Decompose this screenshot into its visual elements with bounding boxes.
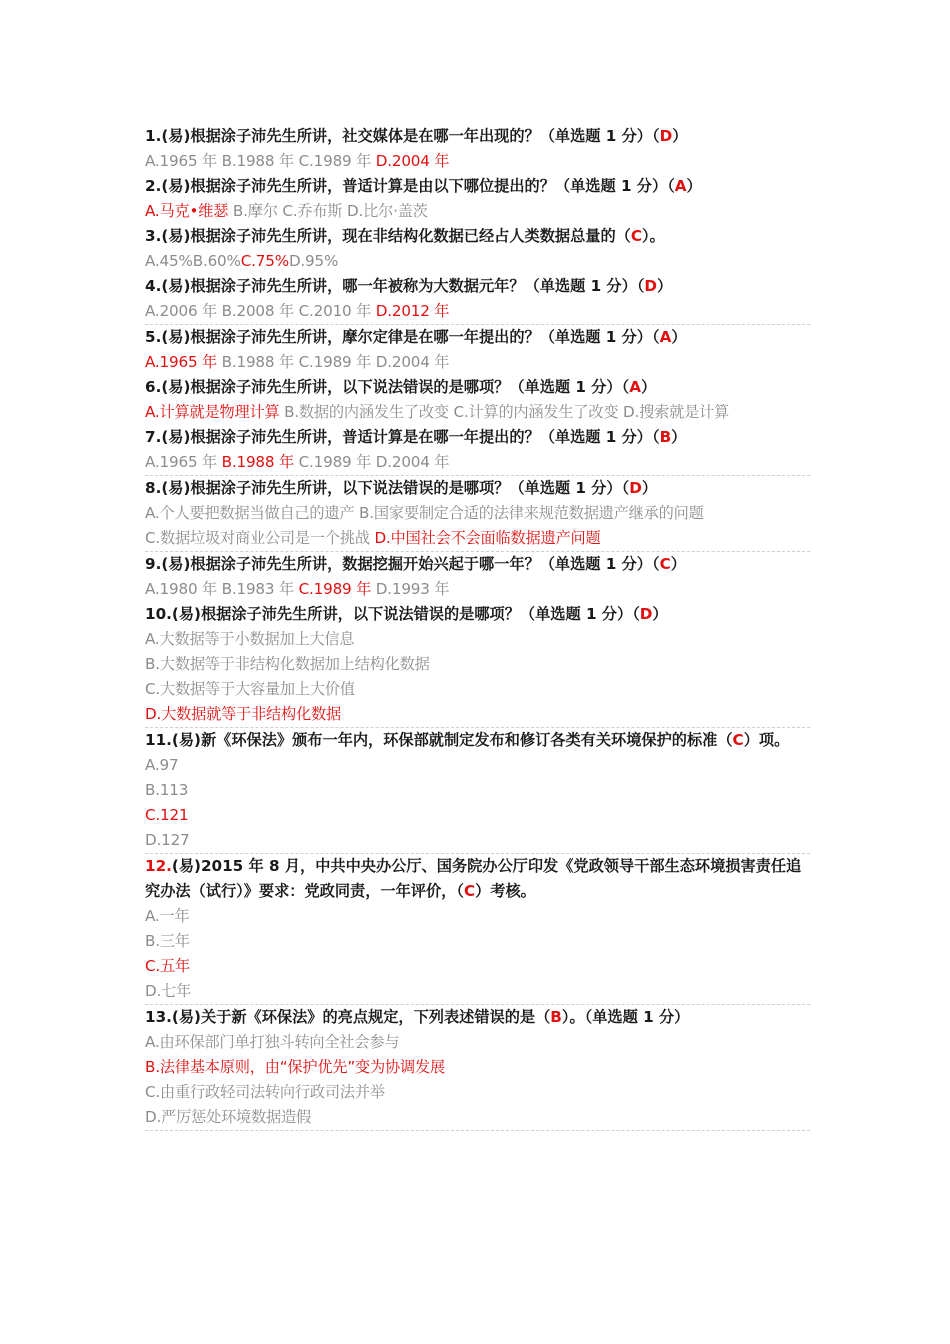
question-7: 7.(易)根据涂子沛先生所讲，普适计算是在哪一年提出的？（单选题 1 分）（B）: [145, 428, 687, 446]
options-8a: A.个人要把数据当做自己的遗产 B.国家要制定合适的法律来规范数据遗产继承的问题: [145, 504, 704, 522]
answer-2: A: [674, 177, 687, 195]
options-4: A.2006 年 B.2008 年 C.2010 年 D.2012 年: [145, 299, 810, 325]
answer-1: D: [659, 127, 673, 145]
question-6: 6.(易)根据涂子沛先生所讲，以下说法错误的是哪项？（单选题 1 分）（A）: [145, 378, 657, 396]
option-12c: C.五年: [145, 957, 191, 975]
option-11c: C.121: [145, 806, 189, 824]
question-10: 10.(易)根据涂子沛先生所讲，以下说法错误的是哪项？（单选题 1 分）（D）: [145, 605, 668, 623]
answer-10: D: [639, 605, 653, 623]
answer-12: C: [463, 882, 476, 900]
question-1: 1.(易)根据涂子沛先生所讲，社交媒体是在哪一年出现的？（单选题 1 分）（D）: [145, 127, 688, 145]
question-11: 11.(易)新《环保法》颁布一年内，环保部就制定发布和修订各类有关环境保护的标准（C）项。: [145, 731, 790, 749]
options-8b: C.数据垃圾对商业公司是一个挑战 D.中国社会不会面临数据遗产问题: [145, 526, 810, 552]
option-13c: C.由重行政轻司法转向行政司法并举: [145, 1083, 385, 1101]
options-7: A.1965 年 B.1988 年 C.1989 年 D.2004 年: [145, 450, 810, 476]
answer-4: D: [644, 277, 658, 295]
answer-9: C: [659, 555, 671, 573]
question-2: 2.(易)根据涂子沛先生所讲，普适计算是由以下哪位提出的？（单选题 1 分）（A）: [145, 177, 702, 195]
option-13a: A.由环保部门单打独斗转向全社会参与: [145, 1033, 400, 1051]
option-10b: B.大数据等于非结构化数据加上结构化数据: [145, 655, 430, 673]
options-9: A.1980 年 B.1983 年 C.1989 年 D.1993 年: [145, 580, 450, 598]
option-13d: D.严厉惩处环境数据造假: [145, 1105, 810, 1131]
question-8: 8.(易)根据涂子沛先生所讲，以下说法错误的是哪项？（单选题 1 分）（D）: [145, 479, 658, 497]
question-list: [145, 124, 810, 1131]
answer-7: B: [659, 428, 672, 446]
question-9: 9.(易)根据涂子沛先生所讲，数据挖掘开始兴起于哪一年？（单选题 1 分）（C）: [145, 555, 686, 573]
options-3: A.45%B.60%C.75%D.95%: [145, 252, 339, 270]
option-10c: C.大数据等于大容量加上大价值: [145, 680, 355, 698]
question-5: 5.(易)根据涂子沛先生所讲，摩尔定律是在哪一年提出的？（单选题 1 分）（A）: [145, 328, 687, 346]
answer-5: A: [659, 328, 672, 346]
answer-6: A: [629, 378, 641, 396]
options-6: A.计算就是物理计算 B.数据的内涵发生了改变 C.计算的内涵发生了改变 D.搜索就是计算: [145, 403, 730, 421]
option-12b: B.三年: [145, 932, 190, 950]
question-4: 4.(易)根据涂子沛先生所讲，哪一年被称为大数据元年？（单选题 1 分）（D）: [145, 277, 673, 295]
answer-13: B: [550, 1008, 562, 1026]
options-1: A.1965 年 B.1988 年 C.1989 年 D.2004 年: [145, 152, 450, 170]
question-3: 3.(易)根据涂子沛先生所讲，现在非结构化数据已经占人类数据总量的（C）。: [145, 227, 665, 245]
options-5: A.1965 年 B.1988 年 C.1989 年 D.2004 年: [145, 353, 450, 371]
options-2: A.马克•维瑟 B.摩尔 C.乔布斯 D.比尔·盖茨: [145, 202, 428, 220]
option-12d: D.七年: [145, 979, 810, 1005]
option-11a: A.97: [145, 756, 179, 774]
answer-8: D: [629, 479, 642, 497]
option-10a: A.大数据等于小数据加上大信息: [145, 630, 355, 648]
option-13b: B.法律基本原则，由“保护优先”变为协调发展: [145, 1058, 445, 1076]
answer-3: C: [630, 227, 643, 245]
question-13: 13.(易)关于新《环保法》的亮点规定，下列表述错误的是（B）。（单选题 1 分）: [145, 1008, 690, 1026]
option-10d: D.大数据就等于非结构化数据: [145, 702, 810, 728]
answer-11: C: [732, 731, 744, 749]
question-12: 12.(易)2015 年 8 月，中共中央办公厅、国务院办公厅印发《党政领导干部生态环境损害责任追究办法（试行）》要求：党政同责，一年评价，（C）考核。: [145, 857, 802, 900]
option-11d: D.127: [145, 828, 810, 854]
option-11b: B.113: [145, 781, 189, 799]
option-12a: A.一年: [145, 907, 190, 925]
